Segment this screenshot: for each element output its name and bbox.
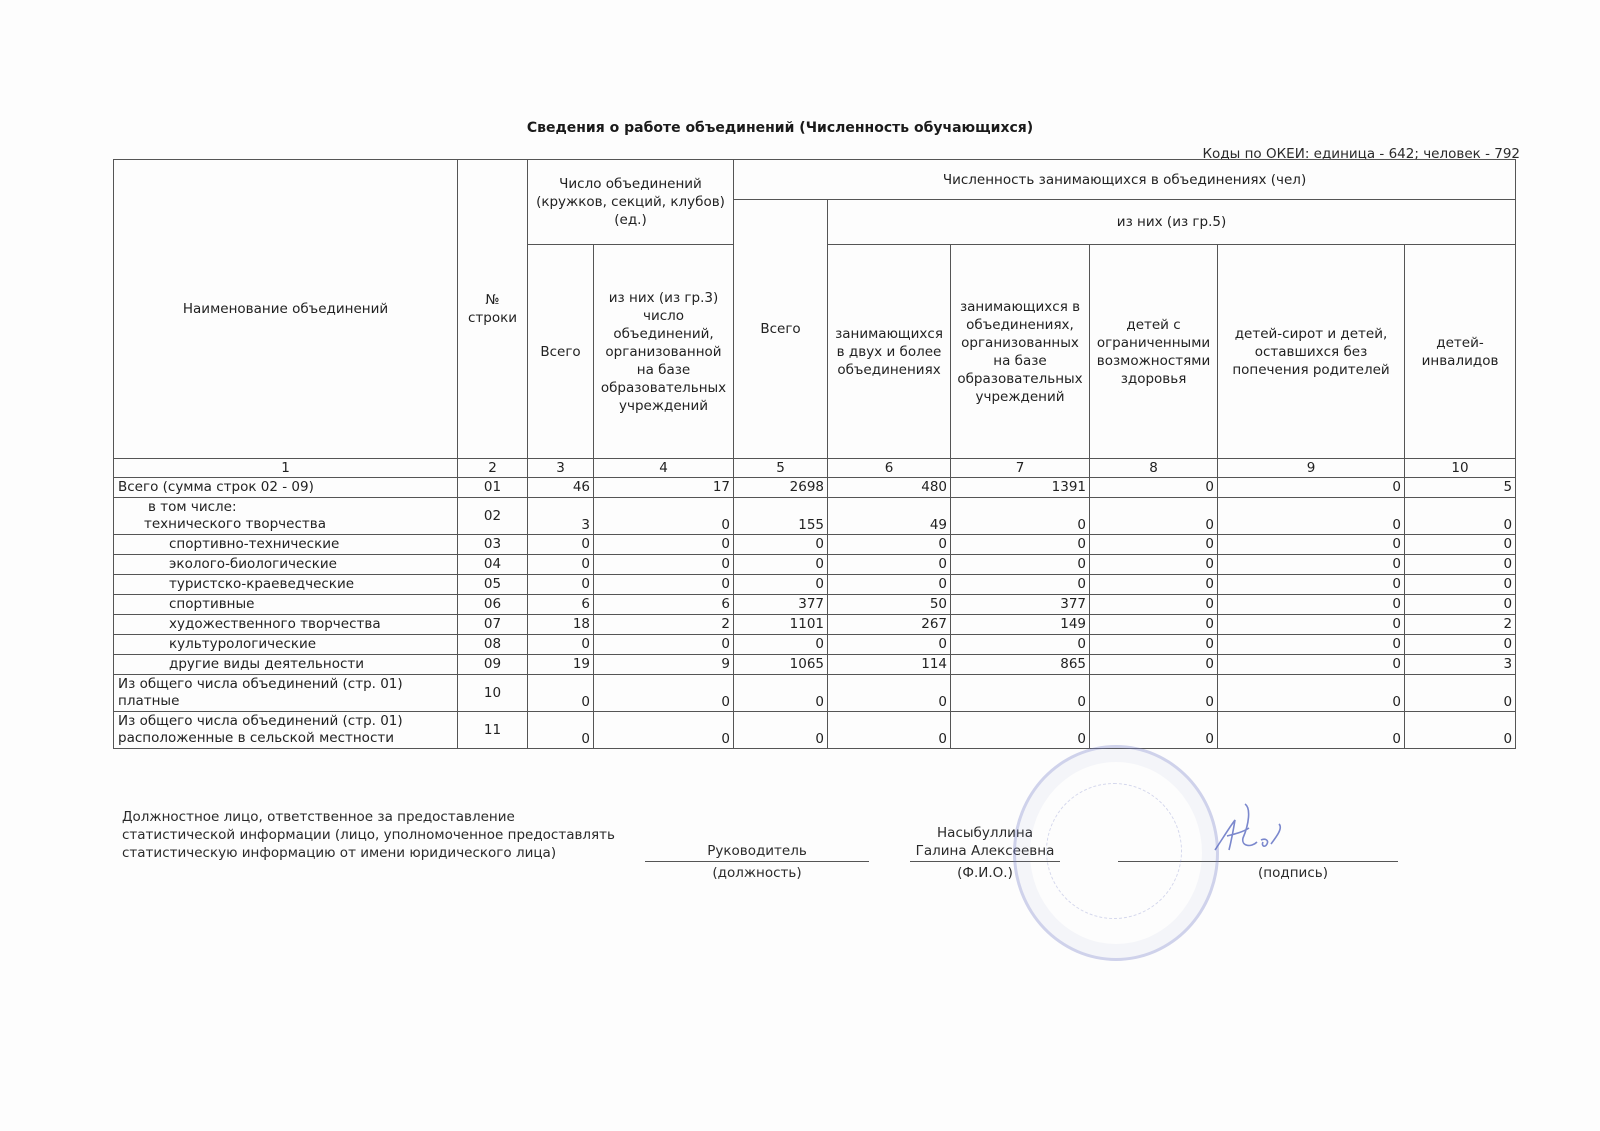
document-title: Сведения о работе объединений (Численность обучающихся) xyxy=(526,120,1034,136)
row-name: туристско-краеведческие xyxy=(114,575,458,595)
cell-col-3: 0 xyxy=(528,635,594,655)
row-name-line-1: Из общего числа объединений (стр. 01) xyxy=(118,713,403,729)
column-number: 2 xyxy=(458,459,528,478)
row-name: художественного творчества xyxy=(114,615,458,635)
row-code: 05 xyxy=(458,575,528,595)
position-line xyxy=(645,861,869,862)
cell-col-5: 377 xyxy=(734,595,828,615)
row-name-line-2: платные xyxy=(118,693,180,709)
table-row xyxy=(114,498,1516,535)
cell-col-7: 0 xyxy=(951,675,1090,712)
cell-col-8: 0 xyxy=(1090,675,1218,712)
cell-col-3: 46 xyxy=(528,478,594,498)
row-code: 04 xyxy=(458,555,528,575)
stamp-inner-ring xyxy=(1046,783,1182,919)
cell-col-9: 0 xyxy=(1218,675,1405,712)
cell-col-6: 0 xyxy=(828,575,951,595)
table-row xyxy=(114,675,1516,712)
cell-col-10: 0 xyxy=(1405,555,1516,575)
cell-col-4: 17 xyxy=(594,478,734,498)
cell-col-10: 0 xyxy=(1405,575,1516,595)
row-name: Всего (сумма строк 02 - 09) xyxy=(114,478,458,498)
cell-col-8: 0 xyxy=(1090,655,1218,675)
cell-col-4: 2 xyxy=(594,615,734,635)
cell-col-10: 0 xyxy=(1405,635,1516,655)
table-row xyxy=(114,712,1516,749)
column-number: 1 xyxy=(114,459,458,478)
cell-col-7: 377 xyxy=(951,595,1090,615)
column-number: 4 xyxy=(594,459,734,478)
cell-col-4: 0 xyxy=(594,555,734,575)
table-row xyxy=(114,635,1516,655)
header-group-edu: из них (из гр.3) число объединений, организованной на базе образовательных учреждений xyxy=(594,245,734,459)
row-code: 11 xyxy=(458,712,528,749)
cell-col-5: 0 xyxy=(734,712,828,749)
cell-col-8: 0 xyxy=(1090,575,1218,595)
handwritten-signature-icon xyxy=(1205,798,1285,858)
row-name: культурологические xyxy=(114,635,458,655)
cell-col-9: 0 xyxy=(1218,655,1405,675)
header-name: Наименование объединений xyxy=(114,160,458,459)
header-members-total: Всего xyxy=(734,200,828,459)
row-name-line-2: расположенные в сельской местности xyxy=(118,730,394,746)
row-code: 07 xyxy=(458,615,528,635)
cell-col-10: 2 xyxy=(1405,615,1516,635)
cell-col-6: 480 xyxy=(828,478,951,498)
report-table xyxy=(113,159,1516,749)
cell-col-9: 0 xyxy=(1218,595,1405,615)
cell-col-3: 0 xyxy=(528,555,594,575)
cell-col-8: 0 xyxy=(1090,635,1218,655)
cell-col-10: 0 xyxy=(1405,498,1516,535)
row-code: 01 xyxy=(458,478,528,498)
row-name-line-1: Из общего числа объединений (стр. 01) xyxy=(118,676,403,692)
cell-col-4: 0 xyxy=(594,635,734,655)
cell-col-7: 0 xyxy=(951,555,1090,575)
cell-col-4: 0 xyxy=(594,498,734,535)
row-name: спортивно-технические xyxy=(114,535,458,555)
row-code: 03 xyxy=(458,535,528,555)
row-code: 06 xyxy=(458,595,528,615)
cell-col-5: 2698 xyxy=(734,478,828,498)
row-name: спортивные xyxy=(114,595,458,615)
position-caption: (должность) xyxy=(712,865,802,881)
cell-col-10: 0 xyxy=(1405,675,1516,712)
row-name xyxy=(114,712,458,749)
header-group-total: Всего xyxy=(528,245,594,459)
cell-col-4: 0 xyxy=(594,535,734,555)
cell-col-9: 0 xyxy=(1218,498,1405,535)
header-row-no: № строки xyxy=(458,160,528,459)
column-number: 8 xyxy=(1090,459,1218,478)
cell-col-6: 0 xyxy=(828,675,951,712)
table-row xyxy=(114,615,1516,635)
header-two-or-more: занимающихся в двух и более объединениях xyxy=(828,245,951,459)
cell-col-5: 0 xyxy=(734,635,828,655)
cell-col-5: 0 xyxy=(734,555,828,575)
cell-col-4: 6 xyxy=(594,595,734,615)
header-limited-health: детей с ограниченными возможностями здоровья xyxy=(1090,245,1218,459)
cell-col-6: 0 xyxy=(828,635,951,655)
cell-col-3: 0 xyxy=(528,535,594,555)
cell-col-9: 0 xyxy=(1218,615,1405,635)
name-line-1: Насыбуллина xyxy=(937,825,1033,841)
cell-col-7: 865 xyxy=(951,655,1090,675)
header-of-them: из них (из гр.5) xyxy=(828,200,1516,245)
cell-col-8: 0 xyxy=(1090,615,1218,635)
cell-col-7: 0 xyxy=(951,575,1090,595)
cell-col-6: 114 xyxy=(828,655,951,675)
cell-col-4: 0 xyxy=(594,575,734,595)
name-line-2: Галина Алексеевна xyxy=(915,843,1055,859)
cell-col-9: 0 xyxy=(1218,478,1405,498)
table-row xyxy=(114,595,1516,615)
table-row xyxy=(114,535,1516,555)
cell-col-9: 0 xyxy=(1218,712,1405,749)
cell-col-5: 0 xyxy=(734,675,828,712)
name-caption: (Ф.И.О.) xyxy=(957,865,1013,881)
cell-col-3: 0 xyxy=(528,575,594,595)
cell-col-6: 0 xyxy=(828,712,951,749)
header-orphans: детей-сирот и детей, оставшихся без попечения родителей xyxy=(1218,245,1405,459)
cell-col-6: 0 xyxy=(828,555,951,575)
row-name: другие виды деятельности xyxy=(114,655,458,675)
cell-col-9: 0 xyxy=(1218,555,1405,575)
cell-col-10: 0 xyxy=(1405,595,1516,615)
cell-col-9: 0 xyxy=(1218,635,1405,655)
cell-col-8: 0 xyxy=(1090,555,1218,575)
table-row xyxy=(114,478,1516,498)
cell-col-8: 0 xyxy=(1090,535,1218,555)
row-code: 02 xyxy=(458,498,528,535)
header-members: Численность занимающихся в объединениях (чел) xyxy=(734,160,1516,200)
cell-col-8: 0 xyxy=(1090,478,1218,498)
cell-col-3: 18 xyxy=(528,615,594,635)
cell-col-6: 267 xyxy=(828,615,951,635)
row-name xyxy=(114,498,458,535)
cell-col-5: 0 xyxy=(734,575,828,595)
cell-col-4: 0 xyxy=(594,712,734,749)
cell-col-9: 0 xyxy=(1218,575,1405,595)
table-row xyxy=(114,555,1516,575)
cell-col-7: 0 xyxy=(951,635,1090,655)
cell-col-8: 0 xyxy=(1090,712,1218,749)
cell-col-7: 1391 xyxy=(951,478,1090,498)
row-code: 09 xyxy=(458,655,528,675)
cell-col-3: 6 xyxy=(528,595,594,615)
table-row xyxy=(114,575,1516,595)
row-code: 08 xyxy=(458,635,528,655)
cell-col-5: 155 xyxy=(734,498,828,535)
cell-col-7: 149 xyxy=(951,615,1090,635)
cell-col-3: 3 xyxy=(528,498,594,535)
cell-col-10: 3 xyxy=(1405,655,1516,675)
okei-codes: Коды по ОКЕИ: единица - 642; человек - 792 xyxy=(1202,146,1520,162)
column-number: 6 xyxy=(828,459,951,478)
cell-col-3: 0 xyxy=(528,712,594,749)
column-number: 7 xyxy=(951,459,1090,478)
row-name-line-1: в том числе: xyxy=(148,499,237,515)
cell-col-10: 5 xyxy=(1405,478,1516,498)
cell-col-5: 1065 xyxy=(734,655,828,675)
row-code: 10 xyxy=(458,675,528,712)
cell-col-7: 0 xyxy=(951,535,1090,555)
cell-col-6: 0 xyxy=(828,535,951,555)
column-number: 5 xyxy=(734,459,828,478)
responsible-person-label: Должностное лицо, ответственное за предоставление статистической информации (лицо, уполномоченное предоставлять статистическую информацию от имени юридического лица) xyxy=(122,809,616,861)
cell-col-3: 19 xyxy=(528,655,594,675)
cell-col-8: 0 xyxy=(1090,595,1218,615)
cell-col-6: 50 xyxy=(828,595,951,615)
column-number: 3 xyxy=(528,459,594,478)
cell-col-10: 0 xyxy=(1405,712,1516,749)
cell-col-10: 0 xyxy=(1405,535,1516,555)
cell-col-8: 0 xyxy=(1090,498,1218,535)
row-name xyxy=(114,675,458,712)
column-number: 9 xyxy=(1218,459,1405,478)
header-edu-based: занимающихся в объединениях, организованных на базе образовательных учреждений xyxy=(951,245,1090,459)
header-disabled: детей-инвалидов xyxy=(1405,245,1516,459)
official-stamp-icon xyxy=(1013,745,1219,961)
cell-col-7: 0 xyxy=(951,498,1090,535)
row-name-line-2: технического творчества xyxy=(144,516,326,532)
signature-caption: (подпись) xyxy=(1258,865,1328,881)
header-group-count: Число объединений (кружков, секций, клубов) (ед.) xyxy=(528,160,734,245)
cell-col-9: 0 xyxy=(1218,535,1405,555)
cell-col-5: 1101 xyxy=(734,615,828,635)
column-number: 10 xyxy=(1405,459,1516,478)
cell-col-7: 0 xyxy=(951,712,1090,749)
position-value: Руководитель xyxy=(707,843,807,859)
column-numbers-row xyxy=(114,459,1516,478)
row-name: эколого-биологические xyxy=(114,555,458,575)
cell-col-4: 0 xyxy=(594,675,734,712)
cell-col-4: 9 xyxy=(594,655,734,675)
cell-col-3: 0 xyxy=(528,675,594,712)
cell-col-6: 49 xyxy=(828,498,951,535)
table-row xyxy=(114,655,1516,675)
cell-col-5: 0 xyxy=(734,535,828,555)
position-field xyxy=(645,843,869,881)
